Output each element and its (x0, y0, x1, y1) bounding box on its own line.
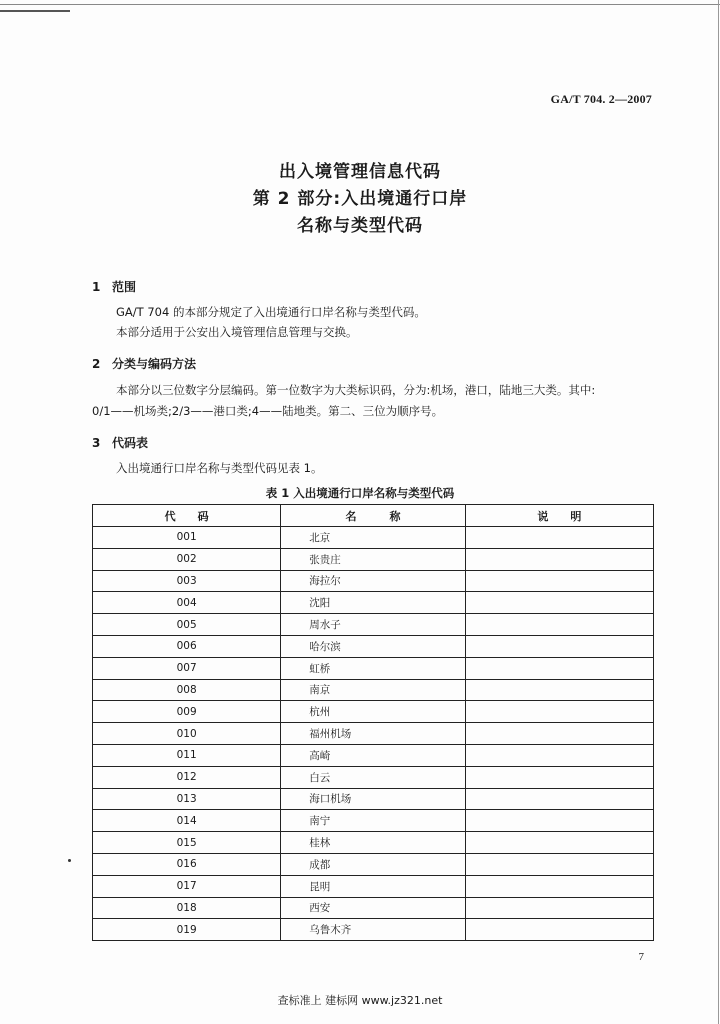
cell-description (465, 614, 653, 636)
port-name: 成都 (309, 858, 331, 871)
section-number: 3 (92, 436, 101, 450)
scan-speck (68, 859, 71, 862)
table-row (93, 897, 654, 919)
cell-code: 009 (93, 701, 281, 723)
cell-description (465, 832, 653, 854)
port-name: 北京 (309, 531, 331, 544)
section-number: 1 (92, 280, 101, 294)
cell-description (465, 635, 653, 657)
paragraph: 本部分适用于公安出入境管理信息管理与交换。 (116, 325, 358, 339)
cell-description (465, 723, 653, 745)
cell-description (465, 657, 653, 679)
port-name: 哈尔滨 (309, 640, 341, 653)
port-name: 南京 (309, 684, 331, 697)
title-line-3: 名称与类型代码 (297, 216, 423, 236)
cell-description (465, 788, 653, 810)
cell-name (281, 788, 465, 810)
header-name: 名 称 (281, 505, 465, 527)
cell-description (465, 570, 653, 592)
port-name: 虹桥 (309, 662, 331, 675)
table-row (93, 766, 654, 788)
page-number: 7 (638, 951, 644, 963)
cell-name (281, 592, 465, 614)
table-row (93, 548, 654, 570)
paragraph: 入出境通行口岸名称与类型代码见表 1。 (116, 461, 323, 475)
cell-name (281, 832, 465, 854)
table-row (93, 701, 654, 723)
cell-code: 016 (93, 853, 281, 875)
cell-name (281, 897, 465, 919)
cell-code: 012 (93, 766, 281, 788)
cell-description (465, 766, 653, 788)
cell-name (281, 527, 465, 549)
header-code: 代 码 (93, 505, 281, 527)
cell-code: 015 (93, 832, 281, 854)
cell-code: 014 (93, 810, 281, 832)
cell-description (465, 875, 653, 897)
cell-code: 013 (93, 788, 281, 810)
cell-name (281, 570, 465, 592)
cell-name (281, 723, 465, 745)
cell-code: 001 (93, 527, 281, 549)
scan-right-edge (718, 0, 719, 1024)
cell-description (465, 592, 653, 614)
cell-description (465, 919, 653, 941)
cell-description (465, 527, 653, 549)
cell-description (465, 810, 653, 832)
paragraph: 0/1——机场类;2/3——港口类;4——陆地类。第二、三位为顺序号。 (92, 404, 444, 418)
section-title: 分类与编码方法 (112, 357, 197, 371)
table-row (93, 592, 654, 614)
port-name: 海口机场 (309, 793, 352, 806)
cell-code: 018 (93, 897, 281, 919)
section-3-heading (92, 434, 148, 451)
section-number: 2 (92, 357, 101, 371)
port-name: 桂林 (309, 837, 331, 850)
cell-code: 004 (93, 592, 281, 614)
port-name: 昆明 (309, 880, 331, 893)
section-2-heading (92, 355, 196, 372)
section-1-heading (92, 278, 136, 295)
table-row (93, 635, 654, 657)
cell-description (465, 853, 653, 875)
port-name: 西安 (309, 902, 331, 915)
cell-description (465, 679, 653, 701)
cell-name (281, 875, 465, 897)
cell-code: 003 (93, 570, 281, 592)
cell-description (465, 744, 653, 766)
cell-code: 019 (93, 919, 281, 941)
cell-description (465, 701, 653, 723)
table-row (93, 810, 654, 832)
code-table (92, 504, 654, 941)
cell-description (465, 897, 653, 919)
port-name: 沈阳 (309, 597, 331, 610)
cell-description (465, 548, 653, 570)
cell-name (281, 744, 465, 766)
header-description: 说 明 (465, 505, 653, 527)
table-row (93, 853, 654, 875)
port-name: 乌鲁木齐 (309, 924, 352, 937)
table-row (93, 919, 654, 941)
title-line-2: 第 2 部分:入出境通行口岸 (252, 189, 468, 209)
scan-edge-line (0, 4, 720, 5)
table-row (93, 875, 654, 897)
port-name: 杭州 (309, 706, 331, 719)
table-body (93, 527, 654, 941)
cell-code: 017 (93, 875, 281, 897)
cell-name (281, 766, 465, 788)
table-caption: 表 1 入出境通行口岸名称与类型代码 (265, 486, 455, 500)
cell-name (281, 614, 465, 636)
cell-name (281, 853, 465, 875)
cell-code: 002 (93, 548, 281, 570)
paragraph: 本部分以三位数字分层编码。第一位数字为大类标识码，分为:机场，港口，陆地三大类。其中: (116, 383, 596, 397)
table-row (93, 570, 654, 592)
table-row (93, 832, 654, 854)
cell-name (281, 919, 465, 941)
port-name: 高崎 (309, 749, 331, 762)
table-row (93, 614, 654, 636)
cell-code: 006 (93, 635, 281, 657)
cell-code: 005 (93, 614, 281, 636)
title-line-1: 出入境管理信息代码 (279, 162, 441, 182)
table-row (93, 788, 654, 810)
cell-name (281, 548, 465, 570)
table-row (93, 723, 654, 745)
table-row (93, 744, 654, 766)
port-name: 海拉尔 (309, 575, 341, 588)
table-header-row (93, 505, 654, 527)
port-name: 张贵庄 (309, 553, 341, 566)
port-name: 白云 (309, 771, 331, 784)
cell-code: 010 (93, 723, 281, 745)
paragraph: GA/T 704 的本部分规定了入出境通行口岸名称与类型代码。 (116, 305, 426, 319)
footer-watermark: 查标准上 建标网 www.jz321.net (277, 994, 443, 1007)
cell-code: 011 (93, 744, 281, 766)
table-row (93, 679, 654, 701)
cell-name (281, 701, 465, 723)
port-name: 福州机场 (309, 728, 352, 741)
section-title: 代码表 (112, 436, 149, 450)
table-row (93, 527, 654, 549)
cell-code: 007 (93, 657, 281, 679)
port-name: 周水子 (309, 619, 341, 632)
cell-name (281, 810, 465, 832)
cell-name (281, 679, 465, 701)
cell-code: 008 (93, 679, 281, 701)
scan-streak (0, 10, 70, 12)
section-title: 范围 (112, 280, 137, 294)
standard-code: GA/T 704. 2—2007 (550, 92, 652, 106)
port-name: 南宁 (309, 815, 331, 828)
cell-name (281, 635, 465, 657)
cell-name (281, 657, 465, 679)
table-row (93, 657, 654, 679)
